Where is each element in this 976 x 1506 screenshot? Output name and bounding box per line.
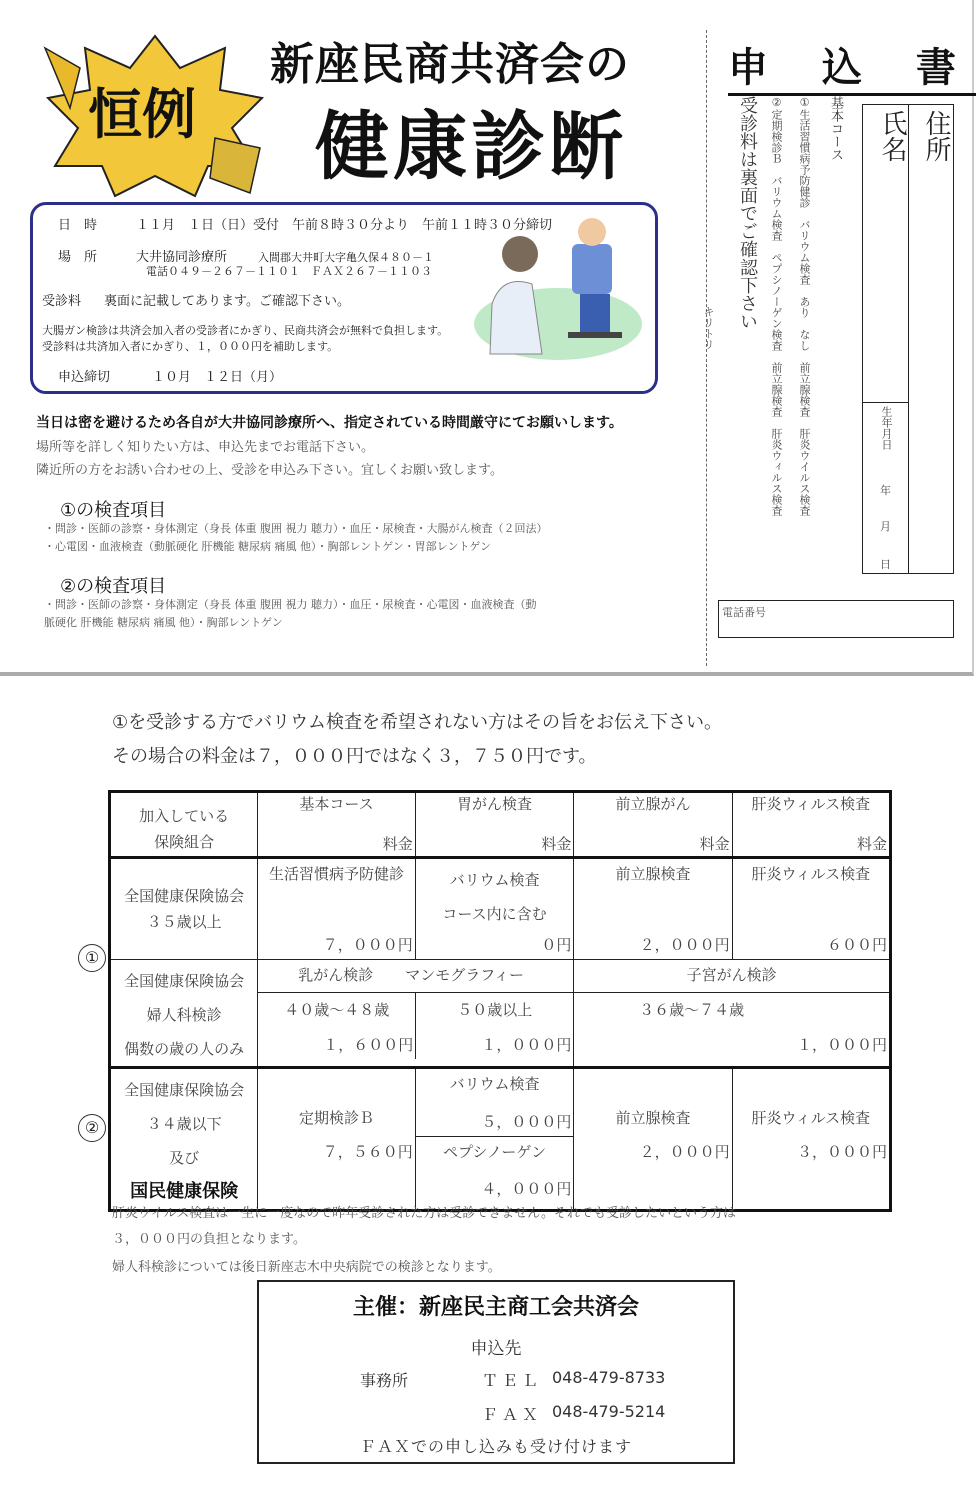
tel-label: ＴＥＬ	[482, 1371, 543, 1390]
notice-line2: 隣近所の方をお誘い合わせの上、受診を申込み下さい。宜しくお願い致します。	[36, 463, 503, 478]
table-row	[110, 1068, 891, 1211]
r3-prostate: 前立腺検査 ２，０００円	[574, 1068, 732, 1211]
items2-line2: 脈硬化 肝機能 糖尿病 痛風 他）・胸部レントゲン	[44, 616, 283, 629]
organizer-title: 主催：新座民主商工会共済会	[352, 1295, 639, 1320]
row-mark-2: ②	[78, 1114, 106, 1142]
form-name-label: 氏名	[877, 110, 907, 162]
fax-label: ＦＡＸ	[482, 1405, 543, 1424]
r3-union: 全国健康保険協会 ３４歳以下 及び 国民健康保険	[110, 1068, 258, 1211]
fax-note: ＦＡＸでの申し込みも受け付けます	[359, 1437, 632, 1456]
apply-label: 申込先	[470, 1339, 522, 1359]
form-month: 月	[880, 520, 891, 533]
back-intro1: ①を受診する方でバリウム検査を希望されない方はその旨をお伝え下さい。	[112, 712, 722, 733]
items2-line1: ・問診・医師の診察・身体測定（身長 体重 腹囲 視力 聴力）・血圧・尿検査・心電図・血液検査（動	[44, 598, 537, 611]
place-value: 大井協同診療所	[136, 250, 228, 265]
form-phone-label: 電話番号	[722, 606, 766, 619]
date-label: 日 時	[58, 218, 98, 233]
title-line1: 新座民商共済会の	[270, 39, 630, 90]
r1-hepatitis: 肝炎ウィルス検査 ６００円	[732, 858, 890, 960]
table-header-row	[110, 792, 891, 858]
fax-number[interactable]: 048-479-5214	[552, 1402, 666, 1421]
fee-value: 裏面に記載してあります。ご確認下さい。	[104, 294, 350, 309]
title-line2: 健康診断	[315, 104, 627, 190]
tel-number[interactable]: 048-479-8733	[552, 1368, 666, 1387]
form-address-label: 住所	[921, 110, 951, 162]
header-basic: 基本コース 料金	[258, 792, 416, 858]
items1-line2: ・心電図・血液検査（動脈硬化 肝機能 糖尿病 痛風 他）・胸部レントゲン・胃部レントゲン	[44, 540, 492, 553]
back-intro2: その場合の料金は７，０００円ではなく３，７５０円です。	[112, 746, 597, 767]
doctor-patient-illustration-icon	[472, 214, 644, 364]
form-course2: ②定期検診Ｂ バリウム検査 ペプシノーゲン検査 前立腺検査 肝炎ウィルス検査	[770, 96, 783, 516]
header-hepatitis: 肝炎ウィルス検査 料金	[732, 792, 890, 858]
r2-breast: 乳がん検診 マンモグラフィー ４０歳～４８歳 １，６００円 ５０歳以上 １，０００円	[258, 960, 574, 1068]
deadline-value: １０月 １２日（月）	[152, 370, 283, 385]
items1-heading: ①の検査項目	[60, 500, 167, 521]
back-note1: 肝炎ウイルス検査は一生に一度なので昨年受診された方は受診できません。それでも受診したいという方は	[112, 1206, 737, 1221]
fee-table	[108, 790, 892, 1212]
table-row	[110, 960, 891, 1068]
form-birth-label: 生年月日	[880, 406, 893, 450]
header-union: 加入している 保険組合	[110, 792, 258, 858]
place-address: 入間郡大井町大字亀久保４８０－１	[258, 251, 434, 264]
subsidy-note: 受診料は共済加入者にかぎり、１，０００円を補助します。	[42, 340, 339, 353]
form-title: 申 込 書	[728, 36, 976, 96]
form-divider	[908, 104, 909, 574]
header-stomach: 胃がん検査 料金	[415, 792, 574, 858]
back-note2: ３，０００円の負担となります。	[112, 1232, 306, 1247]
r3-basic: 定期検診Ｂ ７，５６０円	[258, 1068, 416, 1211]
place-label: 場 所	[58, 250, 98, 265]
deadline-label: 申込締切	[58, 370, 111, 385]
items1-line1: ・問診・医師の診察・身体測定（身長 体重 腹囲 視力 聴力）・血圧・尿検査・大腸がん検査（２回法）	[44, 522, 548, 535]
fee-label: 受診料	[42, 294, 82, 309]
row-mark-1: ①	[78, 944, 106, 972]
colon-note: 大腸ガン検診は共済会加入者の受診者にかぎり、民商共済会が無料で負担します。	[42, 324, 449, 337]
form-fee-note: 受診料は裏面でご確認下さい	[737, 96, 758, 330]
r1-prostate: 前立腺検査 ２，０００円	[574, 858, 732, 960]
form-year: 年	[880, 484, 891, 497]
notice-line1: 場所等を詳しく知りたい方は、申込先までお電話下さい。	[36, 440, 375, 455]
r3-barium: バリウム検査 ５，０００円 ペプシノーゲン ４，０００円	[415, 1068, 574, 1211]
form-course-label: 基本コース	[828, 96, 843, 161]
place-phone: 電話０４９－２６７－１１０１ ＦＡＸ２６７－１１０３	[146, 265, 432, 278]
form-day: 日	[880, 558, 891, 571]
r2-union: 全国健康保険協会 婦人科検診 偶数の歳の人のみ	[110, 960, 258, 1068]
header-prostate: 前立腺がん 料金	[574, 792, 732, 858]
badge-text: 恒例	[88, 83, 196, 146]
r1-basic: 生活習慣病予防健診 ７，０００円	[258, 858, 416, 960]
office-label: 事務所	[360, 1371, 409, 1390]
date-value: １１月 １日（日）受付 午前８時３０分より 午前１１時３０分締切	[136, 218, 553, 233]
back-note3: 婦人科検診については後日新座志木中央病院での検診となります。	[112, 1260, 501, 1275]
cut-label: キリトリ	[702, 306, 715, 350]
r3-hepatitis: 肝炎ウィルス検査 ３，０００円	[732, 1068, 890, 1211]
r1-union: 全国健康保険協会 ３５歳以上	[110, 858, 258, 960]
form-course1: ①生活習慣病予防健診 バリウム検査 あり なし 前立腺検査 肝炎ウイルス検査	[798, 96, 811, 516]
r2-uterine: 子宮がん検診 ３６歳～７４歳 １，０００円	[574, 960, 891, 1068]
form-birth-divider	[862, 402, 908, 403]
notice-bold: 当日は密を避けるため各自が大井協同診療所へ、指定されている時間厳守にてお願いします。	[36, 415, 623, 431]
table-row	[110, 858, 891, 960]
r1-barium: バリウム検査 コース内に含む ０円	[415, 858, 574, 960]
items2-heading: ②の検査項目	[60, 576, 167, 597]
